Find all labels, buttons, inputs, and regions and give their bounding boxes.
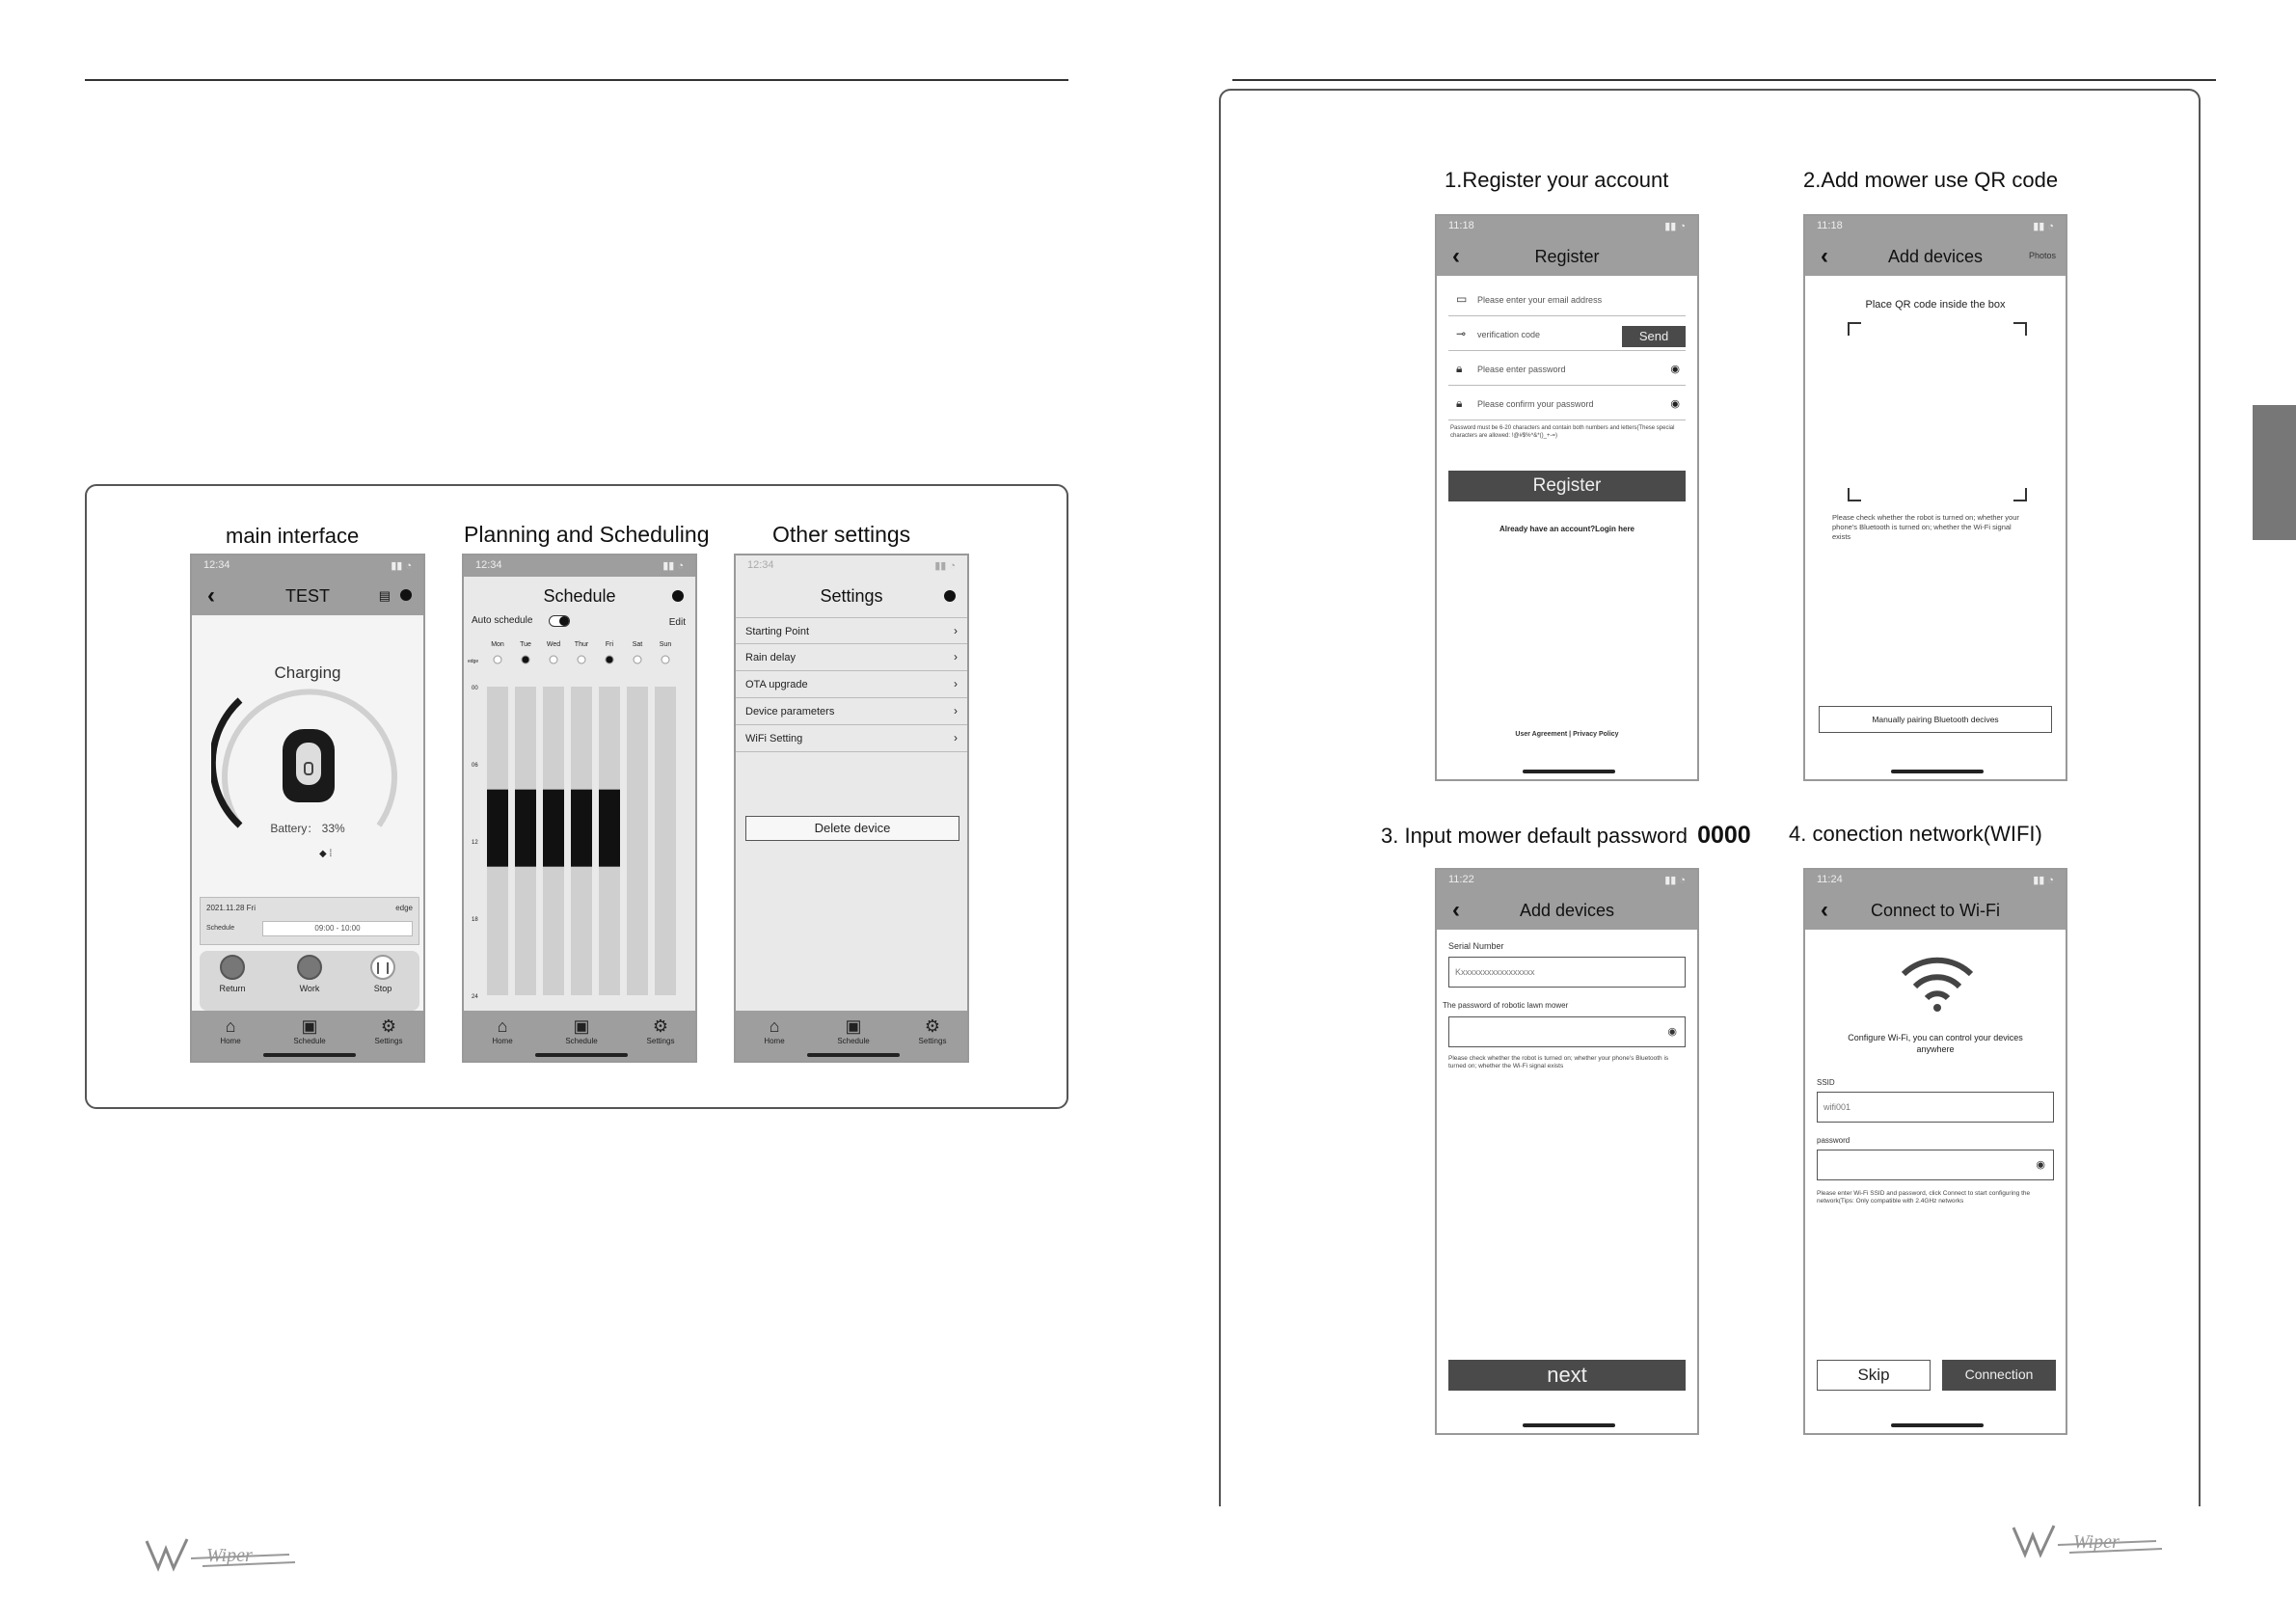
app-header xyxy=(1805,237,2066,276)
app-header xyxy=(736,577,967,615)
photos-link[interactable]: Photos xyxy=(2028,251,2056,260)
eye-icon[interactable]: ◉ xyxy=(2036,1159,2045,1171)
eye-icon[interactable]: ◉ xyxy=(1667,1026,1677,1038)
chevron-right-icon: › xyxy=(954,731,958,744)
status-bar: 11:18 ▮▮ ◔ xyxy=(1437,216,1697,237)
auto-schedule-label: Auto schedule xyxy=(472,615,533,626)
phone-schedule xyxy=(462,554,697,1063)
password-field[interactable]: 🔒︎ Please enter password ◉ xyxy=(1448,353,1686,386)
mower-icon xyxy=(283,729,335,802)
next-button[interactable]: next xyxy=(1448,1360,1686,1391)
register-title: Register xyxy=(1534,247,1600,266)
gear-icon: ⚙ xyxy=(924,1016,941,1036)
day-label: Fri xyxy=(605,641,614,648)
schedule-label: Schedule xyxy=(206,925,235,932)
eye-hidden-icon[interactable]: ◉ xyxy=(1670,398,1680,410)
log-icon[interactable]: ▤ xyxy=(378,588,391,603)
chevron-right-icon: › xyxy=(954,704,958,717)
back-chevron-icon[interactable]: ‹ xyxy=(207,582,215,609)
caption-step2: 2.Add mower use QR code xyxy=(1803,168,2059,192)
tab-schedule[interactable]: ▣ Schedule xyxy=(824,1016,882,1045)
hour-tick-label: 12 xyxy=(472,840,478,846)
day-toggle-dot xyxy=(578,656,585,663)
schedule-block xyxy=(515,790,536,867)
return-icon xyxy=(220,955,245,980)
day-column xyxy=(655,687,676,995)
work-icon xyxy=(297,955,322,980)
phone-main-interface xyxy=(190,554,425,1063)
schedule-time: 09:00 - 10:00 xyxy=(262,921,413,936)
schedule-title: Schedule xyxy=(543,586,616,606)
phone-add-devices-qr xyxy=(1803,214,2067,781)
mower-password-label: The password of robotic lawn mower xyxy=(1443,1001,1569,1010)
phone-settings xyxy=(734,554,969,1063)
work-label: Work xyxy=(299,984,320,993)
wifi-icon xyxy=(1900,955,1975,1013)
app-header xyxy=(192,577,423,615)
logo-text: Wiper xyxy=(206,1545,253,1566)
return-button[interactable] xyxy=(211,955,254,993)
gear-icon: ⚙ xyxy=(380,1016,397,1036)
schedule-block xyxy=(487,790,508,867)
back-chevron-icon[interactable]: ‹ xyxy=(1821,243,1828,269)
default-password-code: 0000 xyxy=(1697,822,1751,849)
tab-home[interactable]: ⌂ Home xyxy=(745,1016,803,1045)
status-bar: 12:34 ▮▮ ◔ xyxy=(736,555,967,577)
day-column xyxy=(627,687,648,995)
add-hint: Please check whether the robot is turned on; whether your phone's Bluetooth is turned on; whether the Wi-Fi signal exists xyxy=(1448,1055,1669,1069)
row-label: edge xyxy=(468,659,479,664)
settings-title: Settings xyxy=(820,586,883,606)
chevron-right-icon: › xyxy=(954,650,958,663)
tab-schedule[interactable]: ▣ Schedule xyxy=(553,1016,610,1045)
status-bar: 11:22 ▮▮ ◔ xyxy=(1437,870,1697,891)
schedule-block xyxy=(571,790,592,867)
chevron-right-icon: › xyxy=(954,677,958,690)
app-header xyxy=(1805,891,2066,930)
chevron-right-icon: › xyxy=(954,624,958,637)
verification-code-field[interactable]: ⊸ verification code Send xyxy=(1448,318,1686,351)
schedule-date: 2021.11.28 Fri xyxy=(206,904,256,912)
manual-pairing-button[interactable]: Manually pairing Bluetooth decives xyxy=(1819,706,2052,733)
phone-connect-wifi xyxy=(1803,868,2067,1435)
schedule-grid xyxy=(464,633,697,1015)
email-field[interactable]: ▭ Please enter your email address xyxy=(1448,284,1686,316)
serial-number-input[interactable]: Kxxxxxxxxxxxxxxxxx xyxy=(1448,957,1686,988)
settings-item-device-parameters[interactable]: Device parameters › xyxy=(736,698,967,725)
tab-bar xyxy=(736,1011,967,1061)
wifi-small-icon: ◆ ⁞ xyxy=(319,849,333,859)
app-header xyxy=(1437,237,1697,276)
privacy-policy-link[interactable]: Privacy Policy xyxy=(1573,731,1619,738)
calendar-icon: ▣ xyxy=(845,1016,862,1036)
home-indicator xyxy=(807,1053,900,1057)
settings-item-starting-point[interactable]: Starting Point › xyxy=(736,617,967,644)
battery-level: Battery： 33% xyxy=(270,822,345,835)
calendar-icon: ▣ xyxy=(573,1016,590,1036)
wifi-password-label: password xyxy=(1817,1136,1850,1145)
day-label: Sat xyxy=(632,641,643,648)
day-toggle-dot xyxy=(634,656,641,663)
configure-wifi-text: Configure Wi-Fi, you can control your devices anywhere xyxy=(1848,1033,2023,1054)
day-toggle-dot xyxy=(494,656,501,663)
serial-number-label: Serial Number xyxy=(1448,941,1504,951)
schedule-block xyxy=(599,790,620,867)
caption-planning-scheduling: Planning and Scheduling xyxy=(464,522,710,547)
wiper-logo-left xyxy=(145,1535,299,1574)
skip-button[interactable]: Skip xyxy=(1817,1360,1931,1391)
add-devices-title: Add devices xyxy=(1887,247,1984,266)
qr-hint: Please check whether the robot is turned on; whether your phone's Bluetooth is turned on; whether the Wi-Fi signal exists xyxy=(1832,513,2019,541)
legal-links: User Agreement | Privacy Policy xyxy=(1515,731,1619,738)
caption-other-settings: Other settings xyxy=(772,522,911,547)
settings-item-rain-delay[interactable]: Rain delay › xyxy=(736,644,967,671)
pause-icon: ❙❙ xyxy=(370,955,395,980)
tab-home[interactable]: ⌂ Home xyxy=(202,1016,259,1045)
help-icon[interactable] xyxy=(400,589,412,601)
phone-add-devices-password xyxy=(1435,868,1699,1435)
status-bar: 12:34 ▮▮ ◔ xyxy=(192,555,423,577)
return-label: Return xyxy=(219,984,246,993)
home-indicator xyxy=(535,1053,628,1057)
day-label: Mon xyxy=(491,641,504,648)
home-icon: ⌂ xyxy=(225,1016,236,1036)
key-icon: ⊸ xyxy=(1456,327,1467,340)
caption-step3: 3. Input mower default password 0000 xyxy=(1381,822,1751,849)
caption-step4: 4. conection network(WIFI) xyxy=(1789,822,2042,846)
right-page-top-rule xyxy=(1232,79,2216,81)
register-button[interactable]: Register xyxy=(1448,471,1686,501)
app-header xyxy=(1437,891,1697,930)
day-toggle-dot xyxy=(550,656,557,663)
connect-wifi-title: Connect to Wi-Fi xyxy=(1870,901,2001,920)
back-chevron-icon[interactable]: ‹ xyxy=(1452,243,1460,269)
tab-schedule[interactable]: ▣ Schedule xyxy=(281,1016,338,1045)
status-bar: 12:34 ▮▮ ◔ xyxy=(464,555,695,577)
mower-password-input[interactable] xyxy=(1448,1016,1686,1047)
home-indicator xyxy=(1891,770,1984,773)
logo-text: Wiper xyxy=(2073,1531,2120,1553)
ssid-input[interactable]: wifi001 xyxy=(1817,1092,2054,1123)
hour-tick-label: 18 xyxy=(472,917,478,923)
left-page-top-rule xyxy=(85,79,1068,81)
settings-item-ota-upgrade[interactable]: OTA upgrade › xyxy=(736,671,967,698)
status-bar: 11:18 ▮▮ ◔ xyxy=(1805,216,2066,237)
wifi-password-input[interactable] xyxy=(1817,1150,2054,1180)
home-icon: ⌂ xyxy=(497,1016,508,1036)
help-icon[interactable] xyxy=(672,590,684,602)
add-devices-title: Add devices xyxy=(1519,901,1615,920)
home-indicator xyxy=(1523,1423,1615,1427)
status-bar: 11:24 ▮▮ ◔ xyxy=(1805,870,2066,891)
caption-main-interface: main interface xyxy=(226,524,360,548)
hour-tick-label: 00 xyxy=(472,686,478,691)
schedule-mode: edge xyxy=(395,904,413,912)
lock-icon: 🔒︎ xyxy=(1456,396,1463,410)
delete-device-button[interactable]: Delete device xyxy=(745,816,959,841)
home-indicator xyxy=(263,1053,356,1057)
help-icon[interactable] xyxy=(944,590,956,602)
schedule-card xyxy=(200,897,419,945)
tab-bar xyxy=(192,1011,423,1061)
tab-bar xyxy=(464,1011,695,1061)
back-chevron-icon[interactable]: ‹ xyxy=(1452,897,1460,923)
back-chevron-icon[interactable]: ‹ xyxy=(1821,897,1828,923)
device-title: TEST xyxy=(284,586,330,606)
password-hint: Password must be 6-20 characters and contain both numbers and letters(These special characters are allowed: !@#$%^&*()_+-=) xyxy=(1450,425,1675,439)
qr-scan-frame xyxy=(1848,322,2027,501)
eye-hidden-icon[interactable]: ◉ xyxy=(1670,364,1680,375)
day-label: Wed xyxy=(546,641,561,648)
charging-status: Charging xyxy=(274,663,341,682)
schedule-block xyxy=(543,790,564,867)
stop-label: Stop xyxy=(373,984,392,993)
login-link[interactable]: Already have an account?Login here xyxy=(1499,525,1635,533)
caption-step1: 1.Register your account xyxy=(1445,168,1669,192)
day-label: Sun xyxy=(659,641,672,648)
phone-register xyxy=(1435,214,1699,781)
mail-icon: ▭ xyxy=(1456,292,1468,306)
home-icon: ⌂ xyxy=(769,1016,780,1036)
lock-icon: 🔒︎ xyxy=(1456,362,1463,375)
connection-button[interactable]: Connection xyxy=(1942,1360,2056,1391)
wifi-hint: Please enter Wi-Fi SSID and password, click Connect to start configuring the network(Tips: Only compatible with 2.4GHz networks xyxy=(1817,1190,2031,1204)
day-label: Thur xyxy=(574,641,589,648)
app-header xyxy=(464,577,695,615)
day-toggle-dot xyxy=(662,656,669,663)
calendar-icon: ▣ xyxy=(301,1016,318,1036)
day-toggle-dot xyxy=(522,656,529,663)
home-indicator xyxy=(1523,770,1615,773)
gear-icon: ⚙ xyxy=(652,1016,669,1036)
ssid-label: SSID xyxy=(1817,1078,1835,1087)
edit-button[interactable]: Edit xyxy=(668,617,686,628)
day-label: Tue xyxy=(520,641,531,648)
work-button[interactable] xyxy=(288,955,331,993)
wiper-logo-right xyxy=(2012,1522,2166,1560)
send-code-button[interactable]: Send xyxy=(1622,326,1686,347)
chapter-side-tab xyxy=(2253,405,2296,540)
tab-settings[interactable]: ⚙ Settings xyxy=(632,1016,689,1045)
hour-tick-label: 06 xyxy=(472,763,478,769)
action-panel xyxy=(200,951,419,1011)
day-toggle-dot xyxy=(606,656,613,663)
user-agreement-link[interactable]: User Agreement xyxy=(1515,731,1568,738)
stop-button[interactable] xyxy=(362,955,404,993)
tab-settings[interactable]: ⚙ Settings xyxy=(904,1016,961,1045)
home-indicator xyxy=(1891,1423,1984,1427)
tab-settings[interactable]: ⚙ Settings xyxy=(360,1016,418,1045)
settings-item-wifi-setting[interactable]: WiFi Setting › xyxy=(736,725,967,752)
confirm-password-field[interactable]: 🔒︎ Please confirm your password ◉ xyxy=(1448,388,1686,420)
auto-schedule-toggle[interactable] xyxy=(549,615,570,627)
hour-tick-label: 24 xyxy=(472,994,478,1000)
qr-instruction: Place QR code inside the box xyxy=(1865,299,2006,311)
tab-home[interactable]: ⌂ Home xyxy=(473,1016,531,1045)
